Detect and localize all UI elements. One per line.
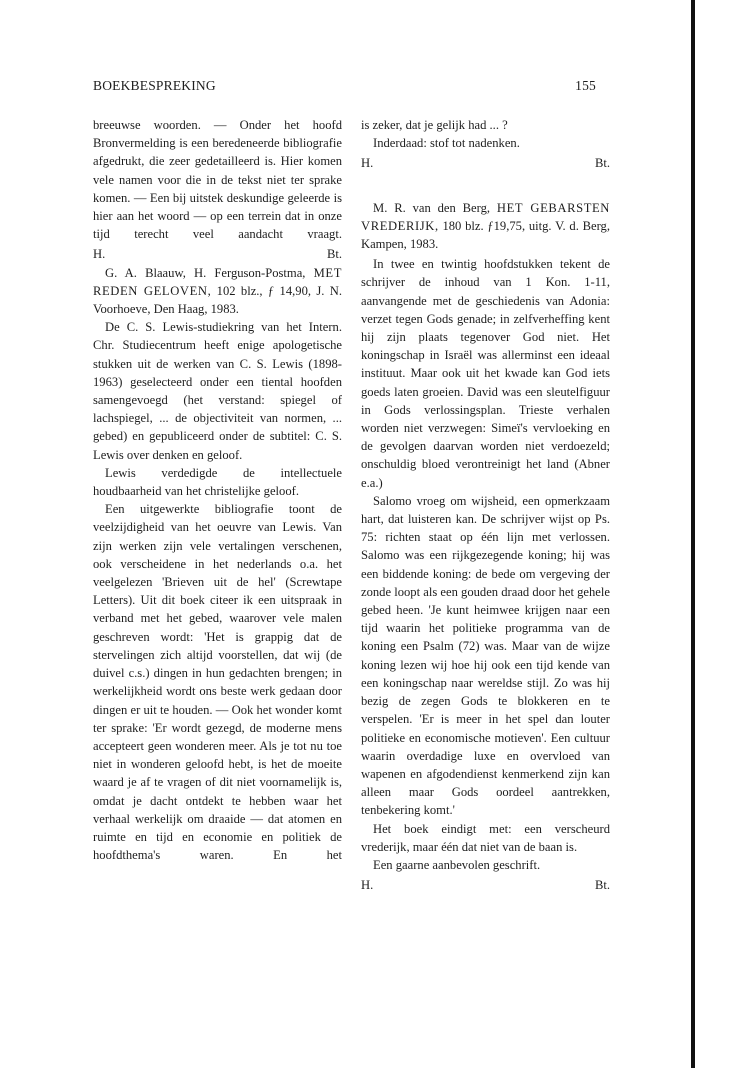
book-details: 180 blz. ƒ19,75, uitg. V. d. Berg, Kampen, 1983. [361,218,610,252]
book-reference [361,199,610,254]
book-authors: M. R. van den Berg, [373,200,491,215]
paragraph: Een uitgewerkte bibliografie toont de veelzijdigheid van het oeuvre van Lewis. Van zijn werken zijn vele vertalingen verschenen, ook verscheidene in het nederlands o.a. het veelgelezen 'Brieven uit de hel' (Screwtape Letters). Uit dit boek citeer ik een uitspraak in verband met het gebed, waarover vele malen geschreven wordt: 'Het is grappig dat de stervelingen zich altijd voorstellen, dat wij (de duivel c.s.) dingen in hun gedachten brengen; in werkelijkheid wordt ons beste werk gedaan door dingen er uit te houden. — Ook het wonder komt ter sprake: 'Er wordt gezegd, de moderne mens accepteert geen wonderen meer. Als je tot nu toe niet in wonderen geloofd hebt, is het de moeite waard je af te vragen of dit niet voornamelijk is, omdat je dacht ontdekt te hebben waar het verhaal werkelijk om draaide — dat atomen en ruimte en tijd en economie en politiek de hoofdthema's waren. En het [93,502,342,863]
paragraph: Het boek eindigt met: een verscheurd vrederijk, maar één dat niet van de baan is. [361,821,610,854]
review-signature [361,154,610,172]
review-signature [93,245,342,263]
signature-name: Bt. [594,156,610,171]
book-title: HET GEBARSTEN VREDERIJK, [361,200,610,233]
book-title: MET REDEN GELOVEN, [93,265,342,298]
paragraph: Een gaarne aanbevolen geschrift. [373,857,541,872]
paragraph: is zeker, dat je gelijk had ... ? [361,118,508,132]
signature-initial: H. [93,247,106,262]
paragraph: Inderdaad: stof tot nadenken. [373,136,520,151]
page-edge [691,0,695,1068]
paragraph: De C. S. Lewis-studiekring van het Intern. Chr. Studiecentrum heeft enige apologetische stukken uit de werken van C. S. Lewis (1898-1963) geselecteerd onder een tiental hoofden samengevoegd (het verstand: spiegel of lachspiegel, ... de objectiviteit van normen, ... gebed) en gepubliceerd onder de subtitel: C. S. Lewis over denken en geloof. [93,320,342,462]
page-number: 155 [575,78,596,93]
signature-name: Bt. [326,247,342,262]
book-authors: G. A. Blaauw, H. Ferguson-Postma, [105,265,306,280]
book-reference [93,264,342,319]
paragraph: Lewis verdedigde de intellectuele houdbaarheid van het christelijke geloof. [93,465,342,499]
section-title: BOEKBESPREKING [93,78,216,93]
paragraph: In twee en twintig hoofdstukken tekent de schrijver de inhoud van 1 Kon. 1-11, aanvangende met de geschiedenis van Adonia: verzet tegen Gods genade; in zelfverheffing kent hij zijn plaats tegenover God niet. Het koningschap in Israël was allerminst een ideaal instituut. Maar ook uit het kwade kan God iets goeds laten groeien. David was een sleutelfiguur in Gods verlossingsplan. Trieste verhalen worden niet verzwegen: Simeï's vervloeking en de gevolgen daarvan worden niet verdoezeld; onschuldig bloed verontreinigt het land (Abner e.a.) [361,257,610,490]
right-column [361,116,610,894]
book-details: 102 blz., ƒ 14,90, J. N. Voorhoeve, Den Haag, 1983. [93,283,342,317]
paragraph: Salomo vroeg om wijsheid, een opmerkzaam hart, dat luisteren kan. De schrijver wijst op Ps. 75: richten staat op één lijn met verlossen. Salomo was een rijkgezegende koning; hij was een biddende koning: de bede om vergeving der zonde loopt als een gouden draad door het gehele gebed heen. 'Je kunt heimwee krijgen naar een tijd waarin het politieke programma van de koning een Psalm (72) was. Maar van de wijze koning lezen wij hoe hij ook een tijd kende van een koningschap naar wereldse stijl. Zo was hij bezig de zegen Gods te blokkeren en te verspelen. 'Er is meer in het spel dan louter politieke en economische motieven'. Een cultuur waarin overdadige luxe en overvloed van wapenen en afgodendienst kenmerkend zijn kan alleen maar Gods oordeel aantrekken, tenbekering komt.' [361,493,610,818]
left-column [93,116,342,864]
signature-initial: H. [361,156,374,171]
review-signature [361,876,610,894]
signature-name: Bt. [594,878,610,893]
signature-initial: H. [361,878,374,893]
paragraph: breeuwse woorden. — Onder het hoofd Bronvermelding is een beredeneerde bibliografie afgedrukt, die zeer gedetailleerd is. Hier komen vele namen voor die in de tekst niet ter sprake komen. — Een bij uitstek deskundige geleerde is hier aan het woord — op een terrein dat in onze tijd terecht veel aandacht vraagt. [93,118,342,242]
